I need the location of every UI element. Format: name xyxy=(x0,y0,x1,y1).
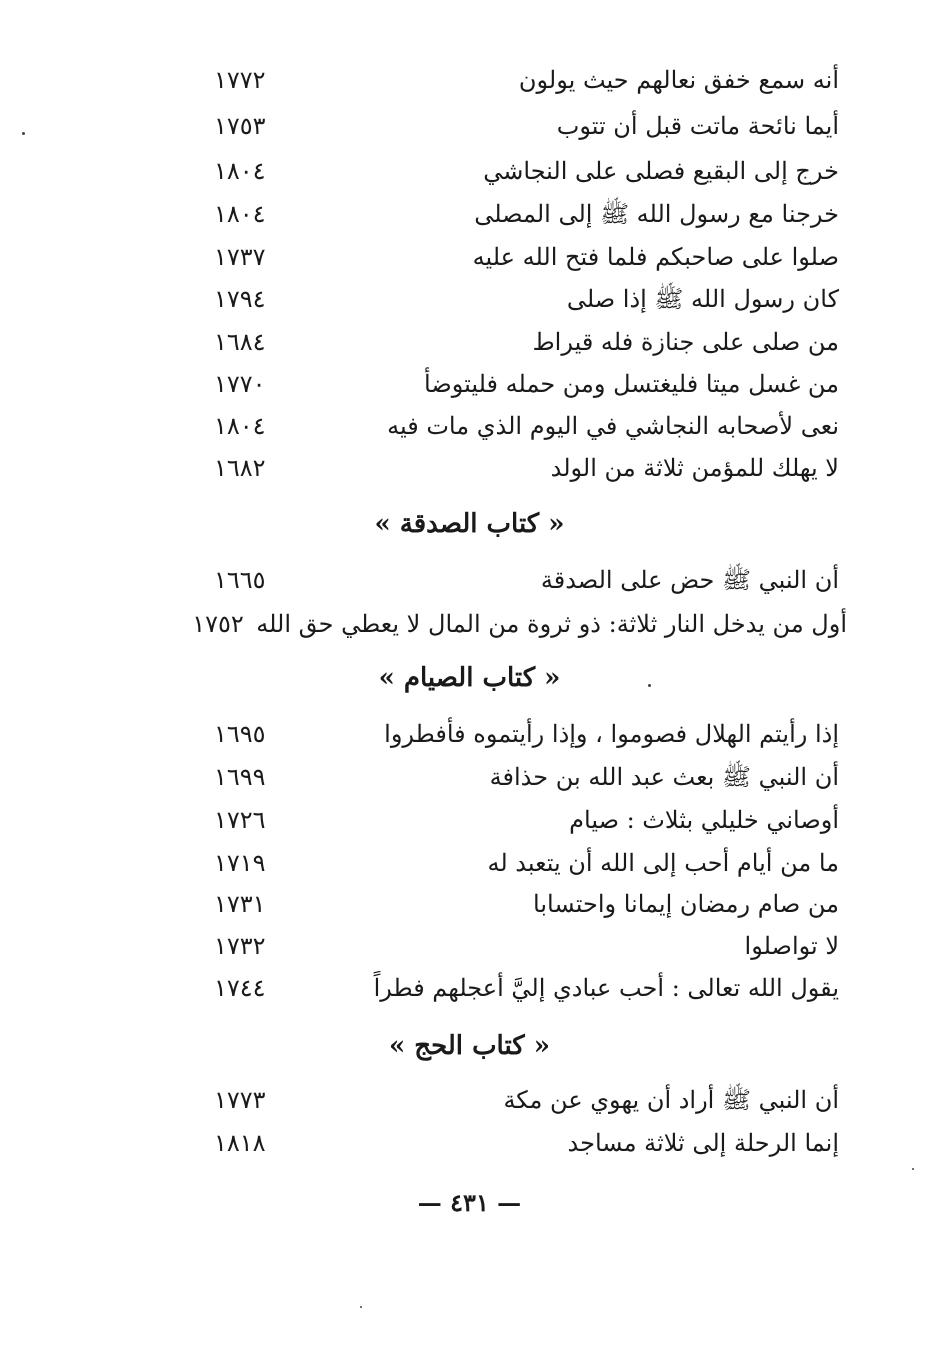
hadith-text: من غسل ميتا فليغتسل ومن حمله فليتوضأ xyxy=(424,370,839,398)
section-heading: « كتاب الصدقة » xyxy=(374,509,565,539)
hadith-number: ١٨٠٤ xyxy=(214,200,266,228)
index-entry xyxy=(214,151,839,191)
hadith-text: خرجنا مع رسول الله ﷺ إلى المصلى xyxy=(474,200,839,228)
index-entry xyxy=(214,448,839,488)
hadith-number: ١٧٢٦ xyxy=(214,806,266,834)
hadith-text: أنه سمع خفق نعالهم حيث يولون xyxy=(518,66,839,94)
hadith-number: ١٨٠٤ xyxy=(214,157,266,185)
hadith-text: إنما الرحلة إلى ثلاثة مساجد xyxy=(567,1129,839,1157)
index-entry xyxy=(214,714,839,754)
hadith-number: ١٧٣٢ xyxy=(214,932,266,960)
scan-speck xyxy=(912,1168,914,1170)
index-entry xyxy=(214,60,839,100)
section-heading: « كتاب الحج » xyxy=(389,1031,550,1061)
section-heading: « كتاب الصيام » xyxy=(378,663,561,693)
hadith-text: صلوا على صاحبكم فلما فتح الله عليه xyxy=(472,243,839,271)
hadith-text: ما من أيام أحب إلى الله أن يتعبد له xyxy=(487,849,839,877)
hadith-text: من صام رمضان إيمانا واحتسابا xyxy=(533,890,839,918)
hadith-number: ١٦٦٥ xyxy=(214,566,266,594)
index-entry xyxy=(214,406,839,446)
hadith-number: ١٧٩٤ xyxy=(214,285,266,313)
hadith-text: أوصاني خليلي بثلاث : صيام xyxy=(569,806,839,834)
hadith-number: ١٦٩٥ xyxy=(214,720,266,748)
index-entry xyxy=(214,1080,839,1120)
hadith-text: أيما نائحة ماتت قبل أن تتوب xyxy=(556,112,839,140)
hadith-text: إذا رأيتم الهلال فصوموا ، وإذا رأيتموه فأفطروا xyxy=(384,720,839,748)
hadith-number: ١٧١٩ xyxy=(214,849,266,877)
index-entry xyxy=(214,106,839,146)
hadith-number: ١٧٥٢ xyxy=(192,610,244,638)
hadith-number: ١٦٩٩ xyxy=(214,763,266,791)
hadith-text: أن النبي ﷺ أراد أن يهوي عن مكة xyxy=(503,1086,839,1114)
index-entry xyxy=(214,757,839,797)
hadith-number: ١٧٧٣ xyxy=(214,1086,266,1114)
hadith-number: ١٧٥٣ xyxy=(214,112,266,140)
hadith-number: ١٦٨٤ xyxy=(214,328,266,356)
hadith-number: ١٧٤٤ xyxy=(214,974,266,1002)
index-entry xyxy=(192,604,847,644)
hadith-text: لا تواصلوا xyxy=(744,932,839,960)
hadith-text: أول من يدخل النار ثلاثة: ذو ثروة من المال لا يعطي حق الله xyxy=(256,610,847,638)
hadith-number: ١٨٠٤ xyxy=(214,412,266,440)
hadith-number: ١٧٣٧ xyxy=(214,243,266,271)
hadith-text: يقول الله تعالى : أحب عبادي إليَّ أعجلهم فطراً xyxy=(373,974,839,1002)
hadith-number: ١٦٨٢ xyxy=(214,454,266,482)
hadith-text: نعى لأصحابه النجاشي في اليوم الذي مات فيه xyxy=(387,412,839,440)
scan-speck xyxy=(360,1306,362,1308)
hadith-text: من صلى على جنازة فله قيراط xyxy=(532,328,839,356)
index-entry xyxy=(214,194,839,234)
index-entry xyxy=(214,322,839,362)
scan-speck xyxy=(648,684,651,687)
index-entry xyxy=(214,560,839,600)
hadith-text: لا يهلك للمؤمن ثلاثة من الولد xyxy=(550,454,839,482)
hadith-number: ١٧٧٢ xyxy=(214,66,266,94)
index-entry xyxy=(214,968,839,1008)
hadith-text: أن النبي ﷺ بعث عبد الله بن حذافة xyxy=(489,763,839,791)
hadith-number: ١٧٣١ xyxy=(214,890,266,918)
index-entry xyxy=(214,279,839,319)
page-number: — ٤٣١ — xyxy=(417,1188,522,1217)
index-entry xyxy=(214,800,839,840)
hadith-number: ١٨١٨ xyxy=(214,1129,266,1157)
index-entry xyxy=(214,843,839,883)
index-entry xyxy=(214,884,839,924)
index-entry xyxy=(214,237,839,277)
hadith-text: خرج إلى البقيع فصلى على النجاشي xyxy=(483,157,839,185)
index-entry xyxy=(214,926,839,966)
hadith-text: أن النبي ﷺ حض على الصدقة xyxy=(540,566,839,594)
index-entry xyxy=(214,364,839,404)
hadith-number: ١٧٧٠ xyxy=(214,370,266,398)
index-entry xyxy=(214,1123,839,1163)
scan-speck xyxy=(22,132,25,135)
hadith-text: كان رسول الله ﷺ إذا صلى xyxy=(566,285,839,313)
